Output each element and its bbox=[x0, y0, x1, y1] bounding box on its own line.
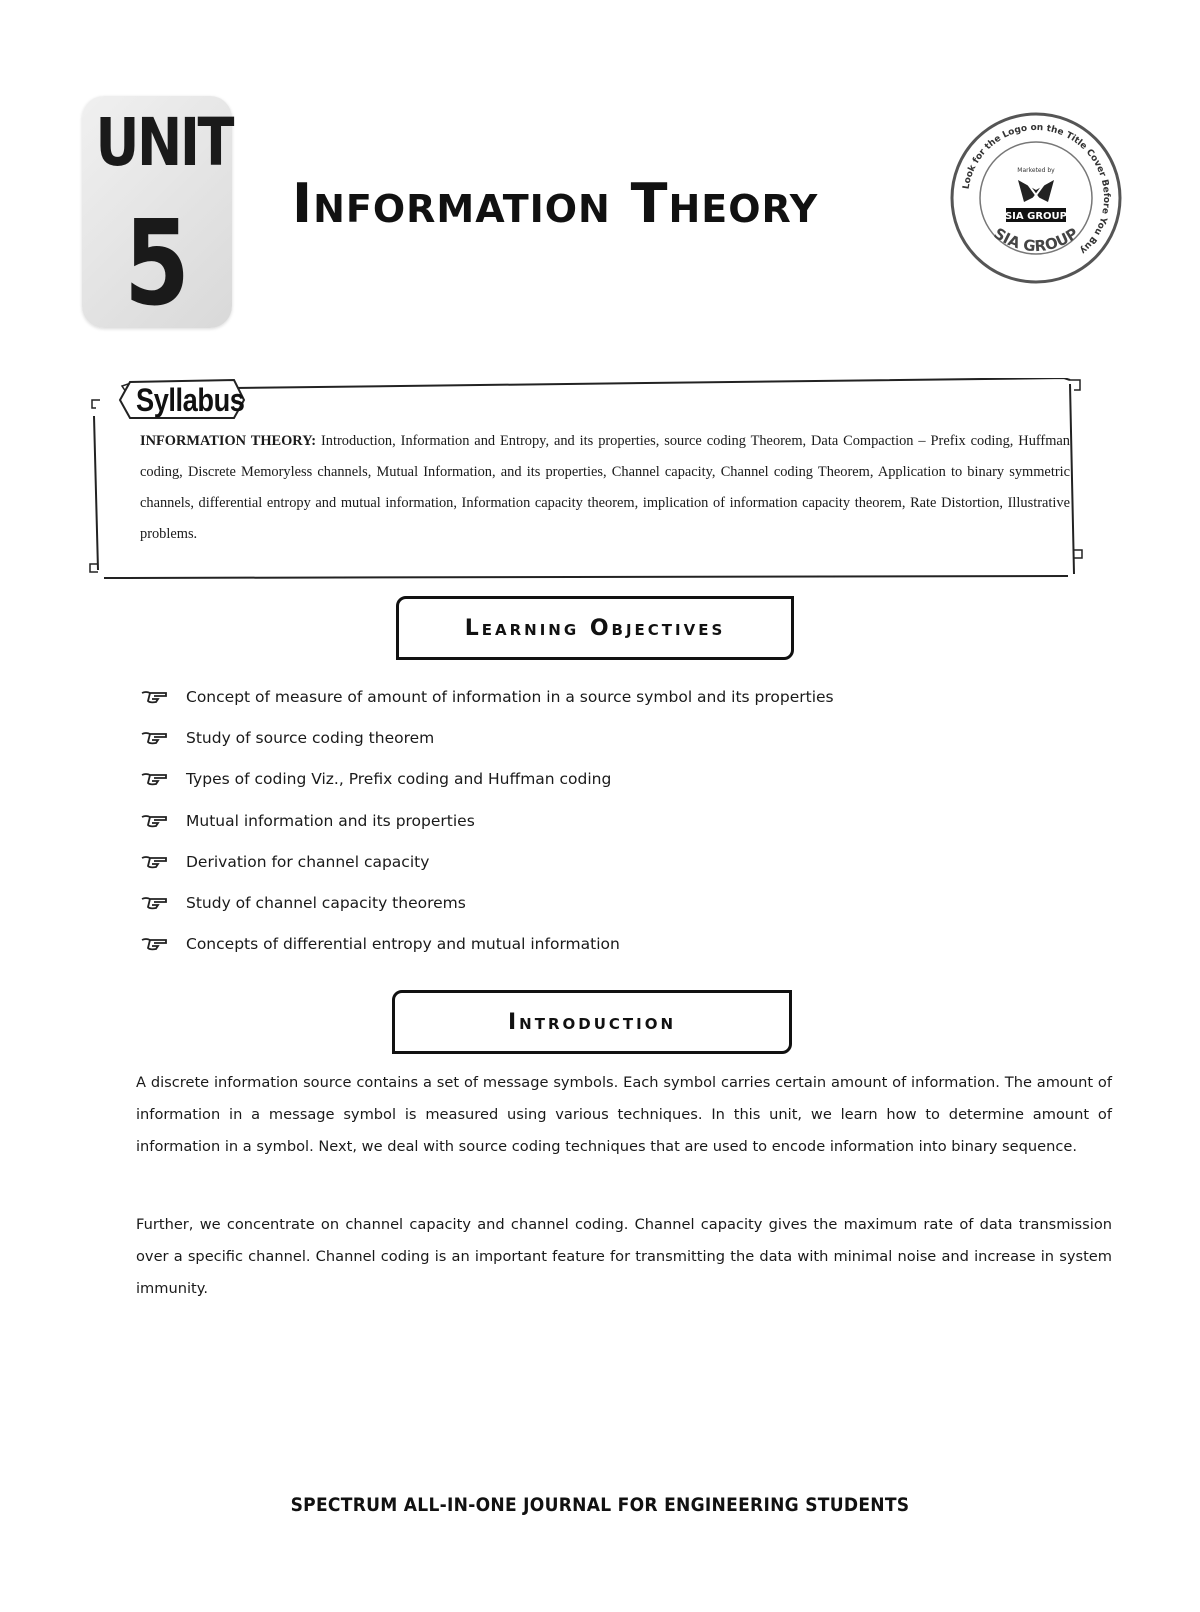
list-item bbox=[140, 759, 834, 800]
sia-group-seal-logo bbox=[948, 110, 1124, 286]
objective-text: Types of coding Viz., Prefix coding and Huffman coding bbox=[186, 770, 612, 789]
objective-text: Mutual information and its properties bbox=[186, 811, 475, 830]
pointing-hand-icon bbox=[140, 854, 170, 870]
learning-objectives-heading: Learning Objectives bbox=[396, 596, 794, 660]
objective-text: Study of source coding theorem bbox=[186, 728, 435, 747]
objectives-list bbox=[140, 676, 834, 965]
syllabus-tag: Syllabus bbox=[136, 382, 245, 418]
pointing-hand-icon bbox=[140, 813, 170, 829]
pointing-hand-icon bbox=[140, 936, 170, 952]
list-item bbox=[140, 882, 834, 923]
seal-inner-small: Marketed by bbox=[1017, 167, 1055, 174]
syllabus-text bbox=[140, 426, 1070, 550]
list-item bbox=[140, 676, 834, 717]
seal-bottom-text: SIA GROUP bbox=[990, 224, 1082, 256]
intro-paragraph-2: Further, we concentrate on channel capacity and channel coding. Channel capacity gives the maximum rate of data transmission over a specific channel. Channel coding is an important feature for transmitting the data with minimal noise and increase in system immunity. bbox=[136, 1216, 1112, 1297]
list-item bbox=[140, 800, 834, 841]
list-item bbox=[140, 924, 834, 965]
intro-paragraph-1: A discrete information source contains a set of message symbols. Each symbol carries certain amount of information. The amount of information in a message symbol is measured using various techniques. In this unit, we learn how to determine amount of information in a symbol. Next, we deal with source coding techniques that are used to encode information into binary sequence. bbox=[136, 1074, 1112, 1155]
unit-badge bbox=[82, 96, 232, 332]
syllabus-body: Introduction, Information and Entropy, and its properties, source coding Theorem, Data Compaction – Prefix coding, Huffman coding, Discrete Memoryless channels, Mutual Information, and its properties, Channel capacity, Channel coding Theorem, Application to binary symmetric channels, differential entropy and mutual information, Information capacity theorem, implication of information capacity theorem, Rate Distortion, Illustrative problems. bbox=[140, 433, 1070, 542]
syllabus-lead: INFORMATION THEORY: bbox=[140, 433, 317, 449]
pointing-hand-icon bbox=[140, 730, 170, 746]
introduction-heading: Introduction bbox=[392, 990, 792, 1054]
pointing-hand-icon bbox=[140, 771, 170, 787]
page-footer: SPECTRUM ALL-IN-ONE JOURNAL FOR ENGINEERING STUDENTS bbox=[290, 1494, 910, 1516]
objective-text: Derivation for channel capacity bbox=[186, 852, 430, 871]
seal-ring-text: Look for the Logo on the Title Cover Before You Buy bbox=[961, 122, 1112, 256]
seal-inner-brand: SIA GROUP bbox=[1004, 211, 1068, 222]
unit-label: UNIT bbox=[95, 104, 232, 181]
list-item bbox=[140, 841, 834, 882]
objective-text: Concepts of differential entropy and mutual information bbox=[186, 935, 620, 954]
unit-number: 5 bbox=[124, 194, 190, 332]
objective-text: Concept of measure of amount of information in a source symbol and its properties bbox=[186, 687, 834, 706]
objective-text: Study of channel capacity theorems bbox=[186, 894, 466, 913]
chapter-title: Information Theory bbox=[292, 172, 819, 235]
pointing-hand-icon bbox=[140, 689, 170, 705]
pointing-hand-icon bbox=[140, 895, 170, 911]
list-item bbox=[140, 717, 834, 758]
